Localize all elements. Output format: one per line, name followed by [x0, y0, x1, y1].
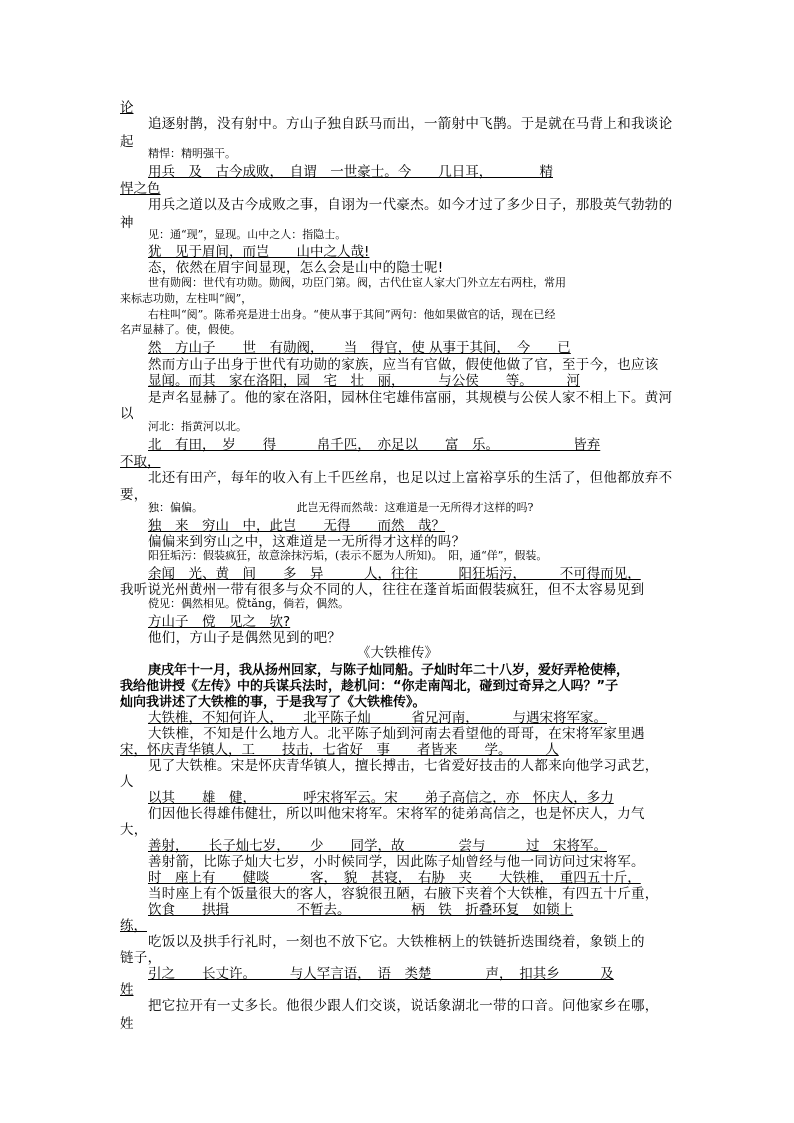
classical-text-line: 犹 见于眉间，而岂 山中之人哉!: [148, 244, 370, 260]
intro-line: 我给他讲授《左传》中的兵谋兵法时，趁机问：“你走南闯北，碰到过奇异之人吗？”子: [120, 679, 619, 694]
classical-text-line: 然 方山子 世 有勋阀， 当 得官，使 从事于其间， 今 已: [148, 340, 571, 356]
text-line: 偏偏来到穷山之中，这难道是一无所得才这样的吗？: [148, 534, 466, 550]
text-line: 我听说光州黄州一带有很多与众不同的人，往往在蓬首垢面假装疯狂，但不太容易见到: [120, 582, 645, 598]
text-line: 们因他长得雄伟健壮，所以叫他宋将军。宋将军的徒弟高信之，也是怀庆人，力气: [148, 806, 645, 822]
text-line: 人: [120, 774, 134, 790]
classical-text-line: 方山子 傥 见之 欤?: [148, 614, 291, 630]
text-line: 论: [120, 100, 134, 116]
classical-text-line: 时 座上有 健啖 客， 貌 甚寝， 右胁 夹 大铁椎， 重四五十斤，: [148, 870, 641, 886]
text-line: 神: [120, 215, 134, 231]
text-line: 态，依然在眉宇间显现，怎么会是山中的隐士呢!: [148, 260, 444, 276]
text-line: 追逐射鹊，没有射中。方山子独自跃马而出，一箭射中飞鹊。于是就在马背上和我谈论: [148, 116, 673, 132]
text-line: 要，: [120, 487, 148, 503]
annotation-line: 傥见：偶然相见。傥tǎng，倘若，偶然。: [148, 597, 350, 610]
text-line: 他们，方山子是偶然见到的吧？: [148, 630, 342, 646]
classical-text-line: 善射， 长子灿七岁， 少 同学，故 尝与 过 宋将军。: [148, 838, 607, 854]
annotation-line: 精悍：精明强干。: [148, 147, 236, 160]
text-line: 链子，: [120, 950, 162, 966]
annotation-line: 名声显赫了。使，假使。: [120, 323, 241, 336]
text-line: 是声名显赫了。他的家在洛阳，园林住宅雄伟富丽，其规模与公侯人家不相上下。黄河: [148, 390, 673, 406]
classical-text-line: 不取，: [120, 454, 161, 470]
text-line: 吃饭以及拱手行礼时，一刻也不放下它。大铁椎柄上的铁链折迭围绕着，象锁上的: [148, 934, 645, 950]
text-line: 起: [120, 134, 134, 150]
classical-text-line: 悍之色: [120, 181, 161, 197]
text-line: 把它拉开有一丈多长。他很少跟人们交谈，说话象湖北一带的口音。问他家乡在哪，: [148, 998, 659, 1014]
classical-text-line: 用兵 及 古今成败， 自谓 一世豪士。今 几日耳， 精: [148, 164, 553, 180]
classical-text-line: 引之 长丈许。 与人罕言语， 语 类楚 声， 扣其乡 及: [148, 966, 614, 982]
classical-text-line: 余闻 光、黄 间 多 异 人，往往 阳狂垢污， 不可得而见，: [148, 566, 641, 582]
classical-text-line: 显闻。而其 家在洛阳，园 宅 壮 丽， 与公侯 等。 河: [148, 373, 580, 389]
text-line: 姓: [120, 1016, 134, 1032]
text-line: 善射箭，比陈子灿大七岁，小时候同学，因此陈子灿曾经与他一同访问过宋将军。: [148, 854, 645, 870]
classical-text-line: 练，: [120, 918, 147, 934]
text-line: 用兵之道以及古今成败之事，自诩为一代豪杰。如今才过了多少日子，那股英气勃勃的: [148, 197, 673, 213]
classical-text-line: 饮食 拱揖 不暂去。 柄 铁 折叠环复 如锁上: [148, 902, 574, 918]
annotation-line: 世有勋阀：世代有功勋。勋阀，功臣门第。阀，古代仕宦人家大门外立左右两柱，常用: [148, 276, 566, 289]
classical-text-line: 宋，怀庆青华镇人，工 技击，七省好 事 者皆来 学。 人: [120, 742, 559, 758]
text-line: 以: [120, 406, 134, 422]
text-line: 大铁椎，不知是什么地方人。北平陈子灿到河南去看望他的哥哥，在宋将军家里遇: [148, 726, 645, 742]
section-title: 《大铁椎传》: [357, 645, 438, 661]
classical-text-line: 独 来 穷山 中，此岂 无得 而然 哉？: [148, 518, 445, 534]
text-line: 大，: [120, 822, 148, 838]
annotation-line: 右柱叫“阅”。陈希亮是进士出身。“使从事于其间”两句：他如果做官的话，现在已经: [148, 308, 556, 321]
annotation-line: 河北：指黄河以北。: [148, 420, 247, 433]
annotation-line: 见：通“现”，显现。山中之人：指隐士。: [148, 228, 347, 241]
text-line: 北还有田产，每年的收入有上千匹丝帛，也足以过上富裕享乐的生活了，但他都放弃不: [148, 470, 673, 486]
text-line: 然而方山子出身于世代有功勋的家族，应当有官做，假使他做了官，至于今，也应该: [148, 357, 659, 373]
annotation-line: 独：偏偏。 此岂无得而然哉：这难道是一无所得才这样的吗?: [148, 501, 534, 514]
text-line: 见了大铁椎。宋是怀庆青华镇人，擅长搏击，七省爱好技击的人都来向他学习武艺，: [148, 758, 659, 774]
intro-line: 庚戌年十一月，我从扬州回家，与陈子灿同船。子灿时年二十八岁，爱好弄枪使棒，: [148, 663, 630, 678]
annotation-line: 来标志功勋，左柱叫“阀”，: [120, 292, 253, 305]
classical-text-line: 以其 雄 健， 呼宋将军云。宋 弟子高信之，亦 怀庆人，多力: [148, 790, 614, 806]
classical-text-line: 北 有田， 岁 得 帛千匹， 亦足以 富 乐。 皆弃: [148, 437, 601, 453]
classical-text-line: 大铁椎，不知何许人， 北平陈子灿 省兄河南， 与遇宋将军家。: [148, 710, 607, 726]
classical-text-line: 姓: [120, 982, 134, 998]
text-line: 当时座上有个饭量很大的客人，容貌很丑陋，右腋下夹着个大铁椎，有四五十斤重，: [148, 886, 659, 902]
annotation-line: 阳狂垢污：假装疯狂，故意涂抹污垢，(表示不愿为人所知)。 阳，通“佯”，假装。: [148, 549, 548, 562]
intro-line: 灿向我讲述了大铁椎的事，于是我写了《大铁椎传》。: [120, 695, 426, 710]
